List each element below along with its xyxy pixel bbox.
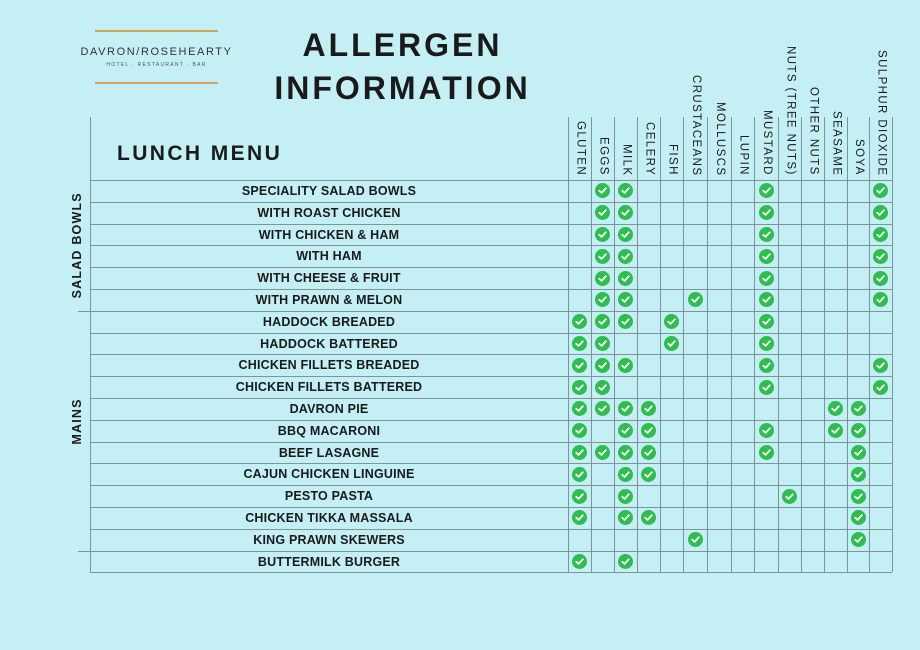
check-circle-icon bbox=[851, 445, 866, 460]
dish-name: HADDOCK BATTERED bbox=[260, 336, 398, 351]
check-circle-icon bbox=[873, 183, 888, 198]
check-circle-icon bbox=[759, 227, 774, 242]
check-circle-icon bbox=[873, 271, 888, 286]
dish-name: KING PRAWN SKEWERS bbox=[253, 532, 405, 547]
check-circle-icon bbox=[873, 249, 888, 264]
menu-title: LUNCH MENU bbox=[117, 142, 283, 165]
check-circle-icon bbox=[851, 489, 866, 504]
dish-name: SPECIALITY SALAD BOWLS bbox=[241, 184, 417, 198]
section-label-salad-bowls: SALAD BOWLS bbox=[70, 192, 84, 299]
check-circle-icon bbox=[618, 314, 633, 329]
page-title-line1: ALLERGEN bbox=[302, 27, 503, 63]
check-circle-icon bbox=[759, 314, 774, 329]
check-circle-icon bbox=[641, 401, 656, 416]
allergen-header: MILK bbox=[620, 144, 633, 177]
check-circle-icon bbox=[572, 510, 587, 525]
dish-name: CHICKEN FILLETS BREADED bbox=[238, 358, 420, 373]
check-circle-icon bbox=[641, 445, 656, 460]
check-circle-icon bbox=[618, 271, 633, 286]
check-circle-icon bbox=[851, 467, 866, 482]
column-divider bbox=[660, 117, 661, 572]
check-circle-icon bbox=[572, 314, 587, 329]
check-circle-icon bbox=[595, 380, 610, 395]
check-circle-icon bbox=[595, 292, 610, 307]
allergen-header: LUPIN bbox=[737, 135, 750, 176]
check-circle-icon bbox=[851, 423, 866, 438]
column-divider bbox=[824, 117, 825, 572]
check-circle-icon bbox=[828, 401, 843, 416]
check-circle-icon bbox=[572, 423, 587, 438]
check-circle-icon bbox=[664, 314, 679, 329]
check-circle-icon bbox=[618, 183, 633, 198]
check-circle-icon bbox=[851, 510, 866, 525]
check-circle-icon bbox=[759, 423, 774, 438]
check-circle-icon bbox=[595, 358, 610, 373]
check-circle-icon bbox=[618, 227, 633, 242]
check-circle-icon bbox=[873, 205, 888, 220]
check-circle-icon bbox=[618, 423, 633, 438]
dish-name: WITH CHICKEN & HAM bbox=[258, 227, 400, 242]
column-divider bbox=[731, 117, 732, 572]
check-circle-icon bbox=[595, 205, 610, 220]
allergen-header: GLUTEN bbox=[574, 121, 587, 177]
check-circle-icon bbox=[572, 489, 587, 504]
check-circle-icon bbox=[828, 423, 843, 438]
check-circle-icon bbox=[572, 554, 587, 569]
dish-name: CHICKEN FILLETS BATTERED bbox=[235, 380, 423, 395]
section-divider bbox=[78, 551, 90, 552]
check-circle-icon bbox=[664, 336, 679, 351]
row-divider bbox=[90, 572, 892, 573]
check-circle-icon bbox=[873, 358, 888, 373]
check-circle-icon bbox=[759, 271, 774, 286]
check-circle-icon bbox=[618, 401, 633, 416]
column-divider bbox=[637, 117, 638, 572]
check-circle-icon bbox=[759, 380, 774, 395]
brand-tagline: HOTEL · RESTAURANT · BAR bbox=[106, 62, 207, 68]
dish-name: WITH PRAWN & MELON bbox=[255, 293, 403, 307]
check-circle-icon bbox=[595, 314, 610, 329]
check-circle-icon bbox=[873, 380, 888, 395]
allergen-header: NUTS (TREE NUTS) bbox=[784, 46, 797, 176]
check-circle-icon bbox=[618, 489, 633, 504]
check-circle-icon bbox=[618, 445, 633, 460]
check-circle-icon bbox=[572, 358, 587, 373]
allergen-header: OTHER NUTS bbox=[807, 87, 820, 176]
check-circle-icon bbox=[782, 489, 797, 504]
check-circle-icon bbox=[595, 249, 610, 264]
allergen-header: EGGS bbox=[597, 137, 610, 176]
section-label-mains: MAINS bbox=[70, 398, 84, 445]
check-circle-icon bbox=[572, 467, 587, 482]
check-circle-icon bbox=[572, 445, 587, 460]
check-circle-icon bbox=[618, 205, 633, 220]
column-divider bbox=[754, 117, 755, 572]
column-divider bbox=[801, 117, 802, 572]
check-circle-icon bbox=[618, 510, 633, 525]
check-circle-icon bbox=[595, 336, 610, 351]
check-circle-icon bbox=[572, 336, 587, 351]
dish-name: WITH CHEESE & FRUIT bbox=[257, 271, 401, 286]
allergen-header: SULPHUR DIOXIDE bbox=[875, 50, 888, 177]
check-circle-icon bbox=[595, 271, 610, 286]
dish-name: PESTO PASTA bbox=[284, 489, 374, 504]
check-circle-icon bbox=[759, 249, 774, 264]
dish-name: WITH ROAST CHICKEN bbox=[257, 205, 401, 220]
table-right-border bbox=[892, 117, 893, 572]
check-circle-icon bbox=[618, 358, 633, 373]
section-divider bbox=[78, 311, 90, 312]
column-divider bbox=[778, 117, 779, 572]
check-circle-icon bbox=[873, 292, 888, 307]
dish-name: WITH HAM bbox=[296, 249, 362, 264]
check-circle-icon bbox=[688, 532, 703, 547]
check-circle-icon bbox=[851, 401, 866, 416]
check-circle-icon bbox=[595, 227, 610, 242]
check-circle-icon bbox=[572, 380, 587, 395]
allergen-header: MUSTARD bbox=[761, 110, 773, 176]
check-circle-icon bbox=[641, 423, 656, 438]
dish-name: BEEF LASAGNE bbox=[278, 445, 380, 460]
check-circle-icon bbox=[595, 183, 610, 198]
check-circle-icon bbox=[595, 445, 610, 460]
column-divider bbox=[568, 117, 569, 572]
check-circle-icon bbox=[618, 249, 633, 264]
column-divider bbox=[847, 117, 848, 572]
check-circle-icon bbox=[641, 467, 656, 482]
check-circle-icon bbox=[759, 292, 774, 307]
column-divider bbox=[707, 117, 708, 572]
allergen-header: SEASAME bbox=[830, 111, 843, 177]
check-circle-icon bbox=[618, 467, 633, 482]
column-divider bbox=[614, 117, 615, 572]
allergen-header: CRUSTACEANS bbox=[690, 75, 702, 177]
dish-name: DAVRON PIE bbox=[289, 402, 369, 416]
check-circle-icon bbox=[759, 183, 774, 198]
column-divider bbox=[869, 117, 870, 572]
dish-name: CHICKEN TIKKA MASSALA bbox=[245, 511, 413, 525]
check-circle-icon bbox=[759, 336, 774, 351]
column-divider bbox=[683, 117, 684, 572]
check-circle-icon bbox=[641, 510, 656, 525]
check-circle-icon bbox=[759, 358, 774, 373]
check-circle-icon bbox=[759, 445, 774, 460]
check-circle-icon bbox=[873, 227, 888, 242]
check-circle-icon bbox=[759, 205, 774, 220]
dish-name: BBQ MACARONI bbox=[277, 423, 381, 438]
page-title-line2: INFORMATION bbox=[274, 70, 531, 106]
column-divider bbox=[591, 117, 592, 572]
dish-name: BUTTERMILK BURGER bbox=[257, 554, 401, 569]
check-circle-icon bbox=[688, 292, 703, 307]
dish-name: CAJUN CHICKEN LINGUINE bbox=[243, 467, 415, 482]
allergen-header: SOYA bbox=[853, 139, 865, 176]
allergen-header: MOLLUSCS bbox=[714, 102, 726, 177]
check-circle-icon bbox=[851, 532, 866, 547]
allergen-header: FISH bbox=[666, 144, 679, 176]
check-circle-icon bbox=[595, 401, 610, 416]
allergen-header: CELERY bbox=[643, 122, 656, 177]
brand-name: DAVRON/ROSEHEARTY bbox=[80, 46, 233, 58]
dish-name: HADDOCK BREADED bbox=[262, 314, 396, 329]
check-circle-icon bbox=[618, 554, 633, 569]
check-circle-icon bbox=[618, 292, 633, 307]
check-circle-icon bbox=[572, 401, 587, 416]
